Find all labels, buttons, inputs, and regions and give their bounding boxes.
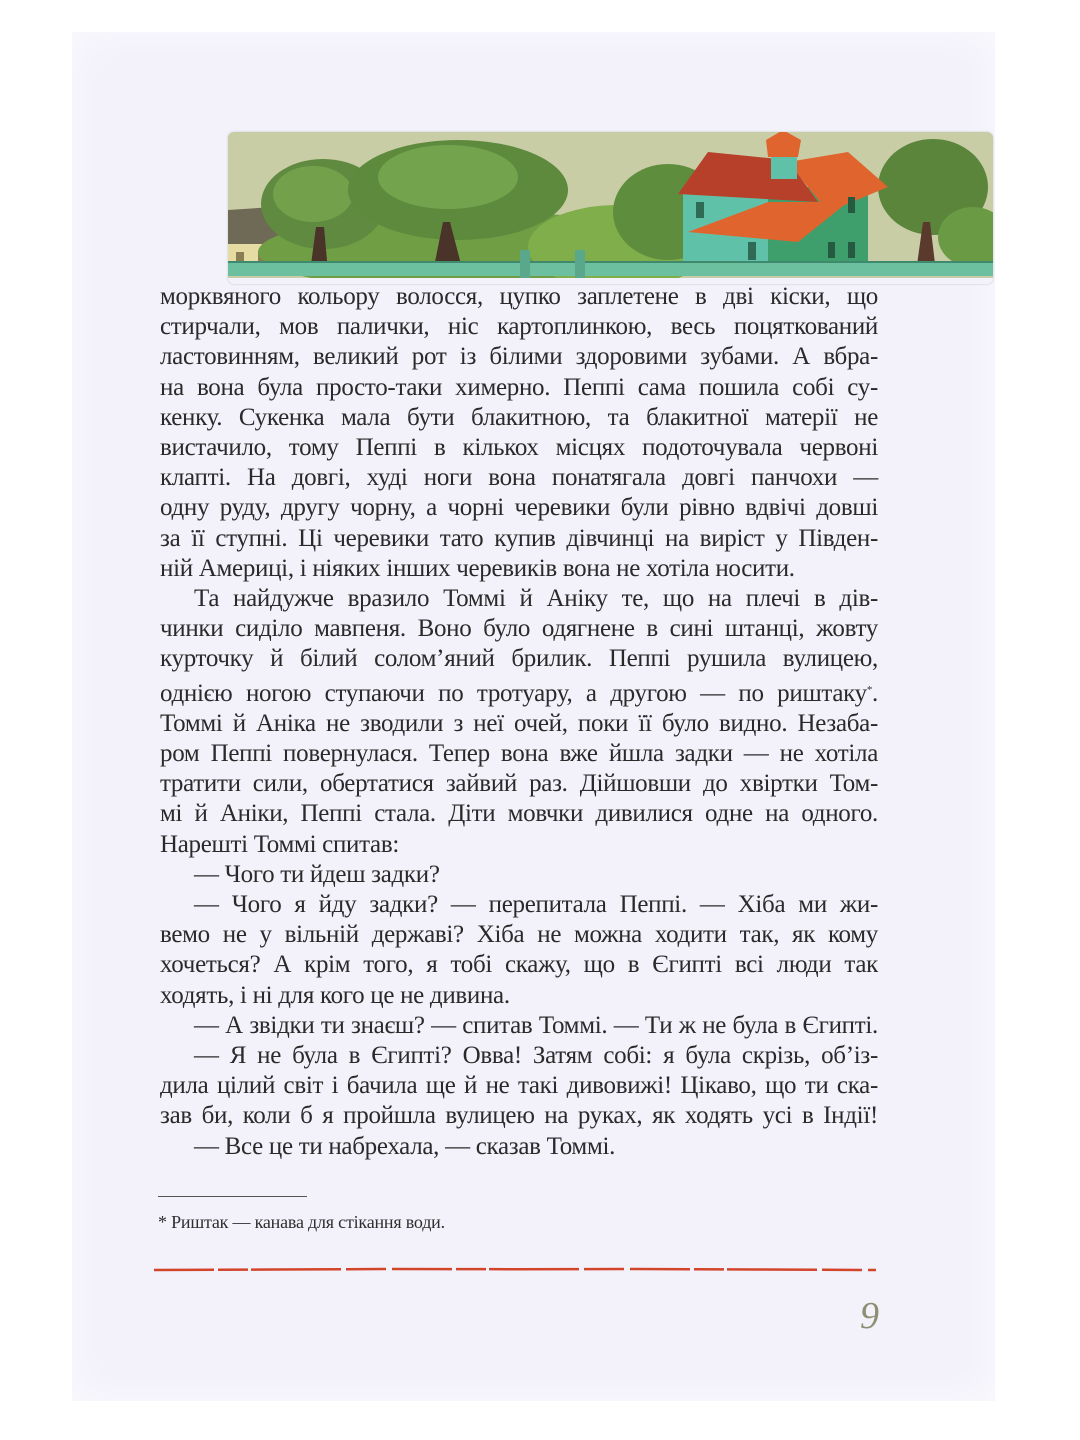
text-line <box>160 614 878 644</box>
text-line-content: стирчали, мов палички, ніс картоплинкою, весь поцяткований <box>160 313 878 341</box>
text-line <box>160 981 878 1011</box>
text-line <box>160 739 878 769</box>
text-line-content: одну руду, другу чорну, а чорні черевики були рівно вдвічі довші <box>160 494 878 522</box>
text-line-content: хочеться? А крім того, я тобі скажу, що в Єгипті всі люди так <box>160 951 878 979</box>
text-line <box>160 890 878 920</box>
text-line-content: мі й Аніки, Пеппі стала. Діти мовчки дивилися одне на одного. <box>160 800 878 828</box>
body-text <box>160 282 878 1162</box>
text-line <box>160 1041 878 1071</box>
text-line-content: — А звідки ти знаєш? — спитав Томмі. — Ти ж не була в Єгипті. <box>194 1011 878 1039</box>
text-line-content: однією ногою ступаючи по тротуару, а другою — по риштаку <box>160 679 867 707</box>
text-line-content: морквяного кольору волосся, цупко заплетене в дві кіски, що <box>160 283 878 310</box>
text-line-content: Нарешті Томмі спитав: <box>160 830 400 858</box>
text-line <box>160 920 878 950</box>
header-illustration <box>228 132 993 284</box>
text-line <box>160 1071 878 1101</box>
text-line <box>160 950 878 980</box>
text-line <box>160 584 878 614</box>
text-line <box>160 403 878 433</box>
footnote: * Риштак — канава для стікання води. <box>158 1212 445 1232</box>
text-line <box>160 282 878 312</box>
text-line <box>160 524 878 554</box>
red-rule-stroke <box>154 1269 876 1270</box>
text-line-content: на вона була просто-таки химерно. Пеппі сама пошила собі су- <box>160 373 878 401</box>
illustration-svg <box>228 132 993 284</box>
text-line-content: зав би, коли б я пройшла вулицею на руках, як ходять усі в Індії! <box>160 1102 878 1130</box>
text-line-content: — Я не була в Єгипті? Овва! Затям собі: я була скрізь, об’із- <box>194 1042 878 1070</box>
book-page <box>72 32 995 1401</box>
text-line <box>160 1101 878 1131</box>
text-line-content: вистачило, тому Пеппі в кількох місцях подоточувала червоні <box>160 434 878 462</box>
text-line-content: вемо не у вільній державі? Хіба не можна ходити так, як кому <box>160 921 878 949</box>
text-line <box>160 1132 878 1162</box>
decorative-red-rule <box>154 1264 876 1274</box>
text-line-content: за її ступні. Ці черевики тато купив дівчинці на виріст у Півден- <box>160 524 878 552</box>
text-line-content: тратити сили, обертатися зайвий раз. Дійшовши до хвіртки Том- <box>160 770 878 798</box>
text-line <box>160 493 878 523</box>
text-line-content: Та найдужче вразило Томмі й Аніку те, що на плечі в дів- <box>194 585 878 613</box>
text-line-content: — Чого ти йдеш задки? <box>194 860 440 888</box>
footnote-rule <box>158 1196 307 1197</box>
text-line-content: — Все це ти набрехала, — сказав Томмі. <box>194 1132 616 1160</box>
text-line <box>160 554 878 584</box>
text-line-content: чинки сиділо мавпеня. Воно було одягнене в сині штанці, жовту <box>160 615 878 643</box>
text-line-content: дила цілий світ і бачила ще й не такі дивовижі! Цікаво, що ти ска- <box>160 1072 878 1100</box>
text-line <box>160 463 878 493</box>
text-line <box>160 1011 878 1041</box>
text-line <box>160 433 878 463</box>
text-line <box>160 709 878 739</box>
text-line <box>160 769 878 799</box>
punctuation: . <box>872 679 878 707</box>
text-line <box>160 342 878 372</box>
text-line-content: клапті. На довгі, худі ноги вона понатягала довгі панчохи — <box>160 464 878 492</box>
text-line-content: курточку й білий солом’яний брилик. Пеппі рушила вулицею, <box>160 645 878 673</box>
text-line <box>160 830 878 860</box>
text-line-content: ній Америці, і ніяких інших черевиків вона не хотіла носити. <box>160 554 795 582</box>
text-line-content: — Чого я йду задки? — перепитала Пеппі. — Хіба ми жи- <box>194 891 878 919</box>
text-line <box>160 675 878 709</box>
text-line-content: ходять, і ні для кого це не дивина. <box>160 981 510 1009</box>
text-line <box>160 312 878 342</box>
text-line-content: Томмі й Аніка не зводили з неї очей, поки її було видно. Незаба- <box>160 709 878 737</box>
text-line-content: ластовинням, великий рот із білими здоровими зубами. А вбра- <box>160 343 878 371</box>
footnote-marker: * <box>866 683 873 696</box>
text-line-content: кенку. Сукенка мала бути блакитною, та блакитної матерії не <box>160 403 878 431</box>
text-line <box>160 799 878 829</box>
text-line-content: ром Пеппі повернулася. Тепер вона вже йшла задки — не хотіла <box>160 740 878 768</box>
text-line <box>160 644 878 674</box>
text-line <box>160 373 878 403</box>
text-line <box>160 860 878 890</box>
page-number: 9 <box>860 1295 879 1337</box>
